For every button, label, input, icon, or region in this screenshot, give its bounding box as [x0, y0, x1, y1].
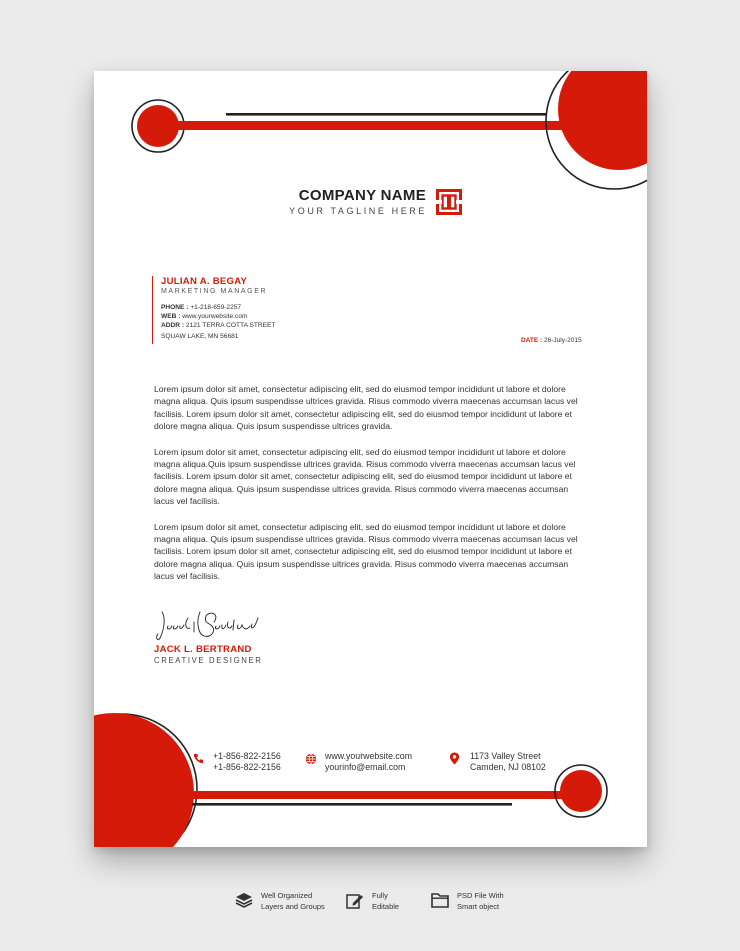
footer-address-1: 1173 Valley Street: [470, 751, 541, 761]
feature-editable-line1: Fully: [372, 891, 388, 900]
handwritten-signature: [154, 608, 264, 644]
bottom-left-circle: [94, 713, 194, 847]
footer-phone-1: +1-856-822-2156: [213, 751, 281, 761]
date-value: 26-July-2015: [544, 337, 582, 344]
addr-label: ADDR :: [161, 322, 185, 329]
bottom-red-bar: [180, 791, 580, 799]
sender-address-line: [161, 322, 275, 330]
footer-web: [325, 751, 412, 773]
edit-icon: [346, 892, 364, 910]
feature-layers-line1: Well Organized: [261, 891, 313, 900]
feature-psd-line1: PSD File With: [457, 891, 504, 900]
sender-title: MARKETING MANAGER: [161, 288, 268, 295]
footer-address: [470, 751, 546, 773]
signer-title: CREATIVE DESIGNER: [154, 656, 263, 665]
footer-address-2: Camden, NJ 08102: [470, 762, 546, 772]
footer-email: yourinfo@email.com: [325, 762, 406, 772]
footer-website: www.yourwebsite.com: [325, 751, 413, 761]
folder-icon: [431, 892, 449, 908]
company-name: COMPANY NAME: [298, 187, 426, 204]
sender-phone: +1-218-659-2257: [190, 304, 242, 311]
company-tagline: YOUR TAGLINE HERE: [289, 206, 427, 216]
letter-body: [154, 383, 590, 596]
sender-block: [152, 276, 275, 344]
top-red-bar: [164, 121, 564, 130]
sender-address-1: 2121 TERRA COTTA STREET: [185, 322, 276, 329]
body-paragraph: Lorem ipsum dolor sit amet, consectetur adipiscing elit, sed do eiusmod tempor incididunt ut labore et dolore magna aliqua.Quis ipsum suspendisse ultrices gravida. Risus commodo viverra maecenas accumsan lacus vel facilisis. Lorem ipsum dolor sit amet, consectetur adipiscing elit, sed do eiusmod tempor incididunt ut labore et dolore magna aliqua. Quis ipsum suspendisse ultrices gravida. Risus commodo viverra maecenas accumsan lacus vel facilisis.: [154, 446, 576, 507]
feature-layers-line2: Layers and Groups: [261, 901, 325, 911]
signer-name: JACK L. BERTRAND: [154, 644, 252, 655]
phone-icon: [193, 753, 204, 764]
sender-web-line: [161, 313, 275, 321]
body-paragraph: Lorem ipsum dolor sit amet, consectetur adipiscing elit, sed do eiusmod tempor incididunt ut labore et dolore magna aliqua. Quis ipsum suspendisse ultrices gravida. Risus commodo viverra maecenas accumsan lacus vel facilisis. Lorem ipsum dolor sit amet, consectetur adipiscing elit, sed do eiusmod tempor incididunt ut labore et dolore magna aliqua. Quis ipsum suspendisse ultrices gravida.: [154, 384, 578, 432]
location-pin-icon: [449, 752, 460, 765]
sender-web: www.yourwebsite.com: [182, 313, 248, 320]
letterhead-sheet: [94, 71, 647, 847]
sender-phone-line: [161, 304, 275, 312]
sender-name: JULIAN A. BEGAY: [161, 276, 248, 287]
feature-editable: [372, 891, 399, 912]
letter-date: [521, 337, 582, 344]
sender-address-2: SQUAW LAKE, MN 56681: [161, 333, 239, 340]
top-right-circle: [558, 71, 647, 170]
globe-icon: [305, 753, 317, 765]
body-paragraph: Lorem ipsum dolor sit amet, consectetur adipiscing elit, sed do eiusmod tempor incididunt ut labore et dolore magna aliqua. Quis ipsum suspendisse ultrices gravida. Risus commodo viverra maecenas accumsan lacus vel facilisis. Lorem ipsum dolor sit amet, consectetur adipiscing elit, sed do eiusmod tempor incididunt ut labore et dolore magna aliqua. Quis ipsum suspendisse ultrices gravida. Risus commodo viverra maecenas accumsan lacus vel facilisis.: [154, 521, 578, 582]
top-black-line: [226, 113, 546, 116]
bottom-right-circle: [560, 770, 602, 812]
phone-label: PHONE :: [161, 304, 189, 311]
footer-phone-2: +1-856-822-2156: [213, 762, 281, 772]
web-label: WEB :: [161, 313, 181, 320]
feature-editable-line2: Editable: [372, 901, 400, 911]
feature-psd: [457, 891, 504, 912]
layers-icon: [235, 892, 253, 908]
feature-psd-line2: Smart object: [457, 901, 500, 911]
company-logo-icon: [436, 189, 462, 215]
footer-phone: [213, 751, 281, 773]
bottom-black-line: [192, 803, 512, 806]
date-label: DATE :: [521, 337, 543, 344]
feature-layers: [261, 891, 325, 912]
